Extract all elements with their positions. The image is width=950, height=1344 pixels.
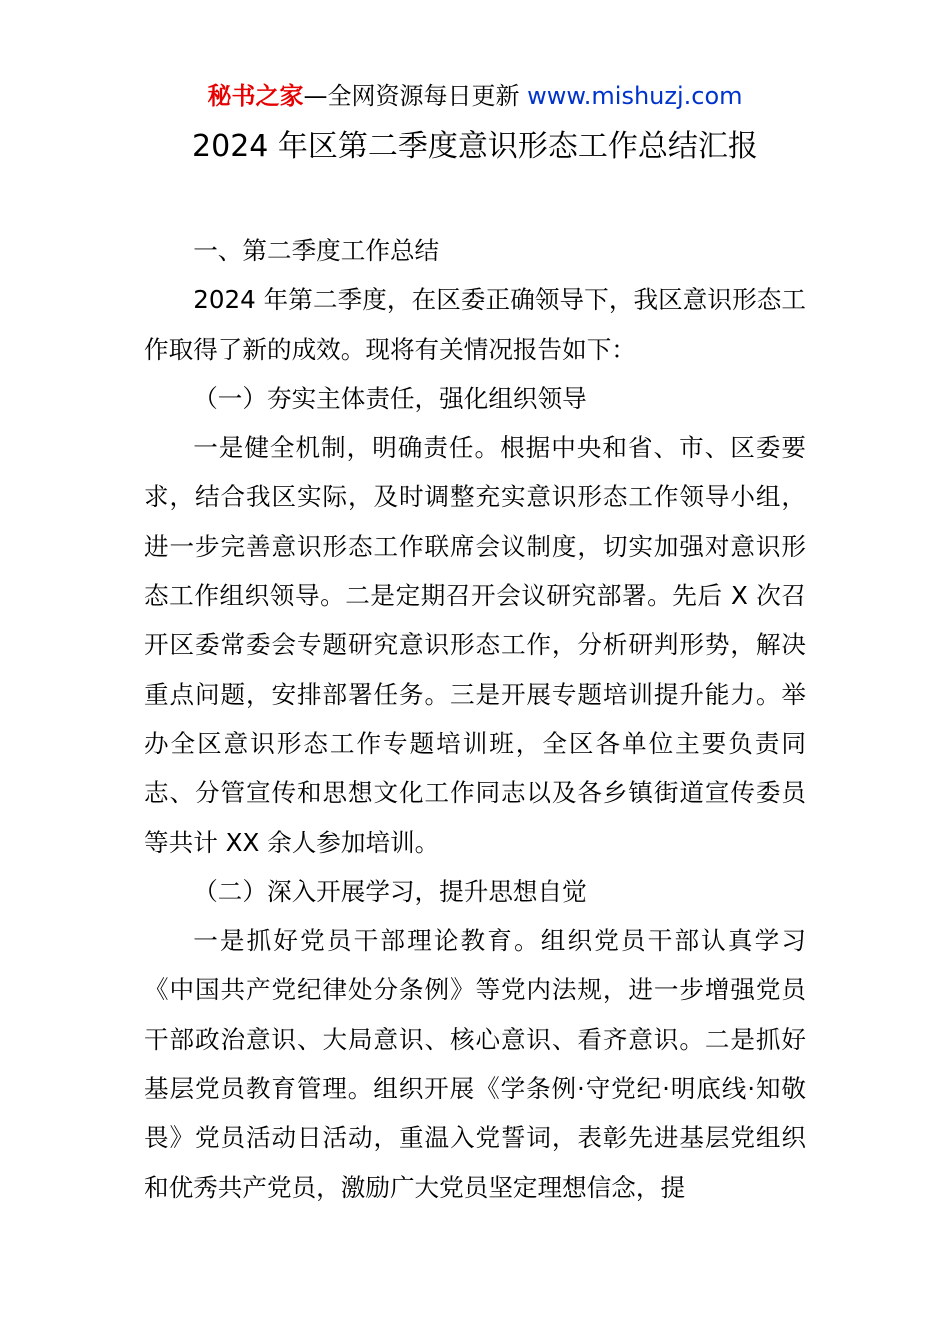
section-heading: 一、第二季度工作总结	[193, 236, 440, 265]
watermark-header	[0, 80, 950, 112]
site-url-link[interactable]: www.mishuzj.com	[527, 82, 743, 110]
subsection-heading-1: （一）夯实主体责任，强化组织领导	[193, 383, 587, 413]
brand-name: 秘书之家	[207, 82, 304, 110]
document-body	[144, 226, 806, 1212]
subsection-body-2: 一是抓好党员干部理论教育。组织党员干部认真学习《中国共产党纪律处分条例》等党内法规，进一步增强党员干部政治意识、大局意识、核心意识、看齐意识。二是抓好基层党员教育管理。组织开展《学条例·守党纪·明底线·知敬畏》党员活动日活动，重温入党誓词，表彰先进基层党组织和优秀共产党员，激励广大党员坚定理想信念，提	[144, 926, 806, 1202]
subsection-body-1: 一是健全机制，明确责任。根据中央和省、市、区委要求，结合我区实际，及时调整充实意识形态工作领导小组，进一步完善意识形态工作联席会议制度，切实加强对意识形态工作组织领导。二是定期召开会议研究部署。先后 X 次召开区委常委会专题研究意识形态工作，分析研判形势，解决重点问题，安排部署任务。三是开展专题培训提升能力。举办全区意识形态工作专题培训班，全区各单位主要负责同志、分管宣传和思想文化工作同志以及各乡镇街道宣传委员等共计 XX 余人参加培训。	[144, 433, 806, 857]
subsection-heading-2: （二）深入开展学习，提升思想自觉	[193, 876, 587, 906]
intro-paragraph: 2024 年第二季度，在区委正确领导下，我区意识形态工作取得了新的成效。现将有关情况报告如下：	[144, 285, 806, 364]
document-title: 2024 年区第二季度意识形态工作总结汇报	[192, 129, 758, 164]
header-tagline: —全网资源每日更新	[303, 82, 528, 110]
